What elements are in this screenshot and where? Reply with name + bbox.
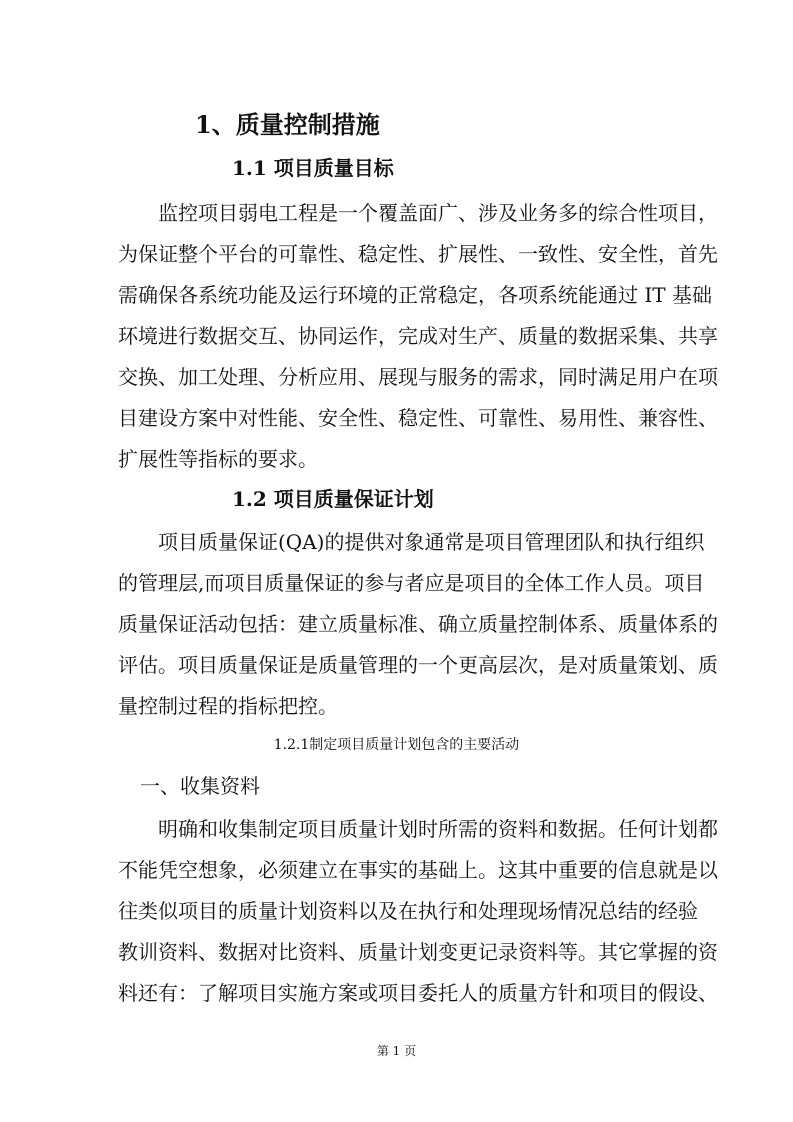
paragraph-line: 需确保各系统功能及运行环境的正常稳定，各项系统能通过 IT 基础 — [118, 283, 712, 307]
paragraph-line: 明确和收集制定项目质量计划时所需的资料和数据。任何计划都 — [158, 817, 718, 841]
paragraph-line: 目建设方案中对性能、安全性、稳定性、可靠性、易用性、兼容性、 — [118, 406, 718, 430]
paragraph-line: 往类似项目的质量计划资料以及在执行和处理现场情况总结的经验 — [118, 899, 698, 923]
document-title: 1、质量控制措施 — [195, 110, 380, 139]
paragraph-line: 环境进行数据交互、协同运作，完成对生产、质量的数据采集、共享 — [118, 324, 718, 348]
section-heading-1-2: 1.2 项目质量保证计划 — [232, 487, 434, 511]
paragraph-line: 料还有：了解项目实施方案或项目委托人的质量方针和项目的假设、 — [118, 981, 718, 1005]
paragraph-line: 的管理层,而项目质量保证的参与者应是项目的全体工作人员。项目 — [118, 571, 705, 595]
paragraph-line: 教训资料、数据对比资料、质量计划变更记录资料等。其它掌握的资 — [118, 940, 718, 964]
paragraph-line: 评估。项目质量保证是质量管理的一个更高层次，是对质量策划、质 — [118, 653, 718, 677]
section-heading-1-1: 1.1 项目质量目标 — [232, 156, 394, 180]
paragraph-line: 为保证整个平台的可靠性、稳定性、扩展性、一致性、安全性，首先 — [118, 242, 718, 266]
section-heading-1-2-1: 1.2.1制定项目质量计划包含的主要活动 — [273, 737, 520, 753]
paragraph-line: 监控项目弱电工程是一个覆盖面广、涉及业务多的综合性项目， — [158, 201, 718, 225]
page-number-footer: 第 1 页 — [376, 1044, 417, 1058]
paragraph-line: 不能凭空想象，必须建立在事实的基础上。这其中重要的信息就是以 — [118, 858, 718, 882]
paragraph-line: 量控制过程的指标把控。 — [118, 694, 338, 718]
paragraph-line: 交换、加工处理、分析应用、展现与服务的需求，同时满足用户在项 — [118, 365, 718, 389]
paragraph-line: 项目质量保证(QA)的提供对象通常是项目管理团队和执行组织 — [158, 530, 705, 554]
paragraph-line: 质量保证活动包括：建立质量标准、确立质量控制体系、质量体系的 — [118, 612, 718, 636]
paragraph-line: 扩展性等指标的要求。 — [118, 447, 318, 471]
subheading-collect-data: 一、收集资料 — [140, 774, 260, 798]
